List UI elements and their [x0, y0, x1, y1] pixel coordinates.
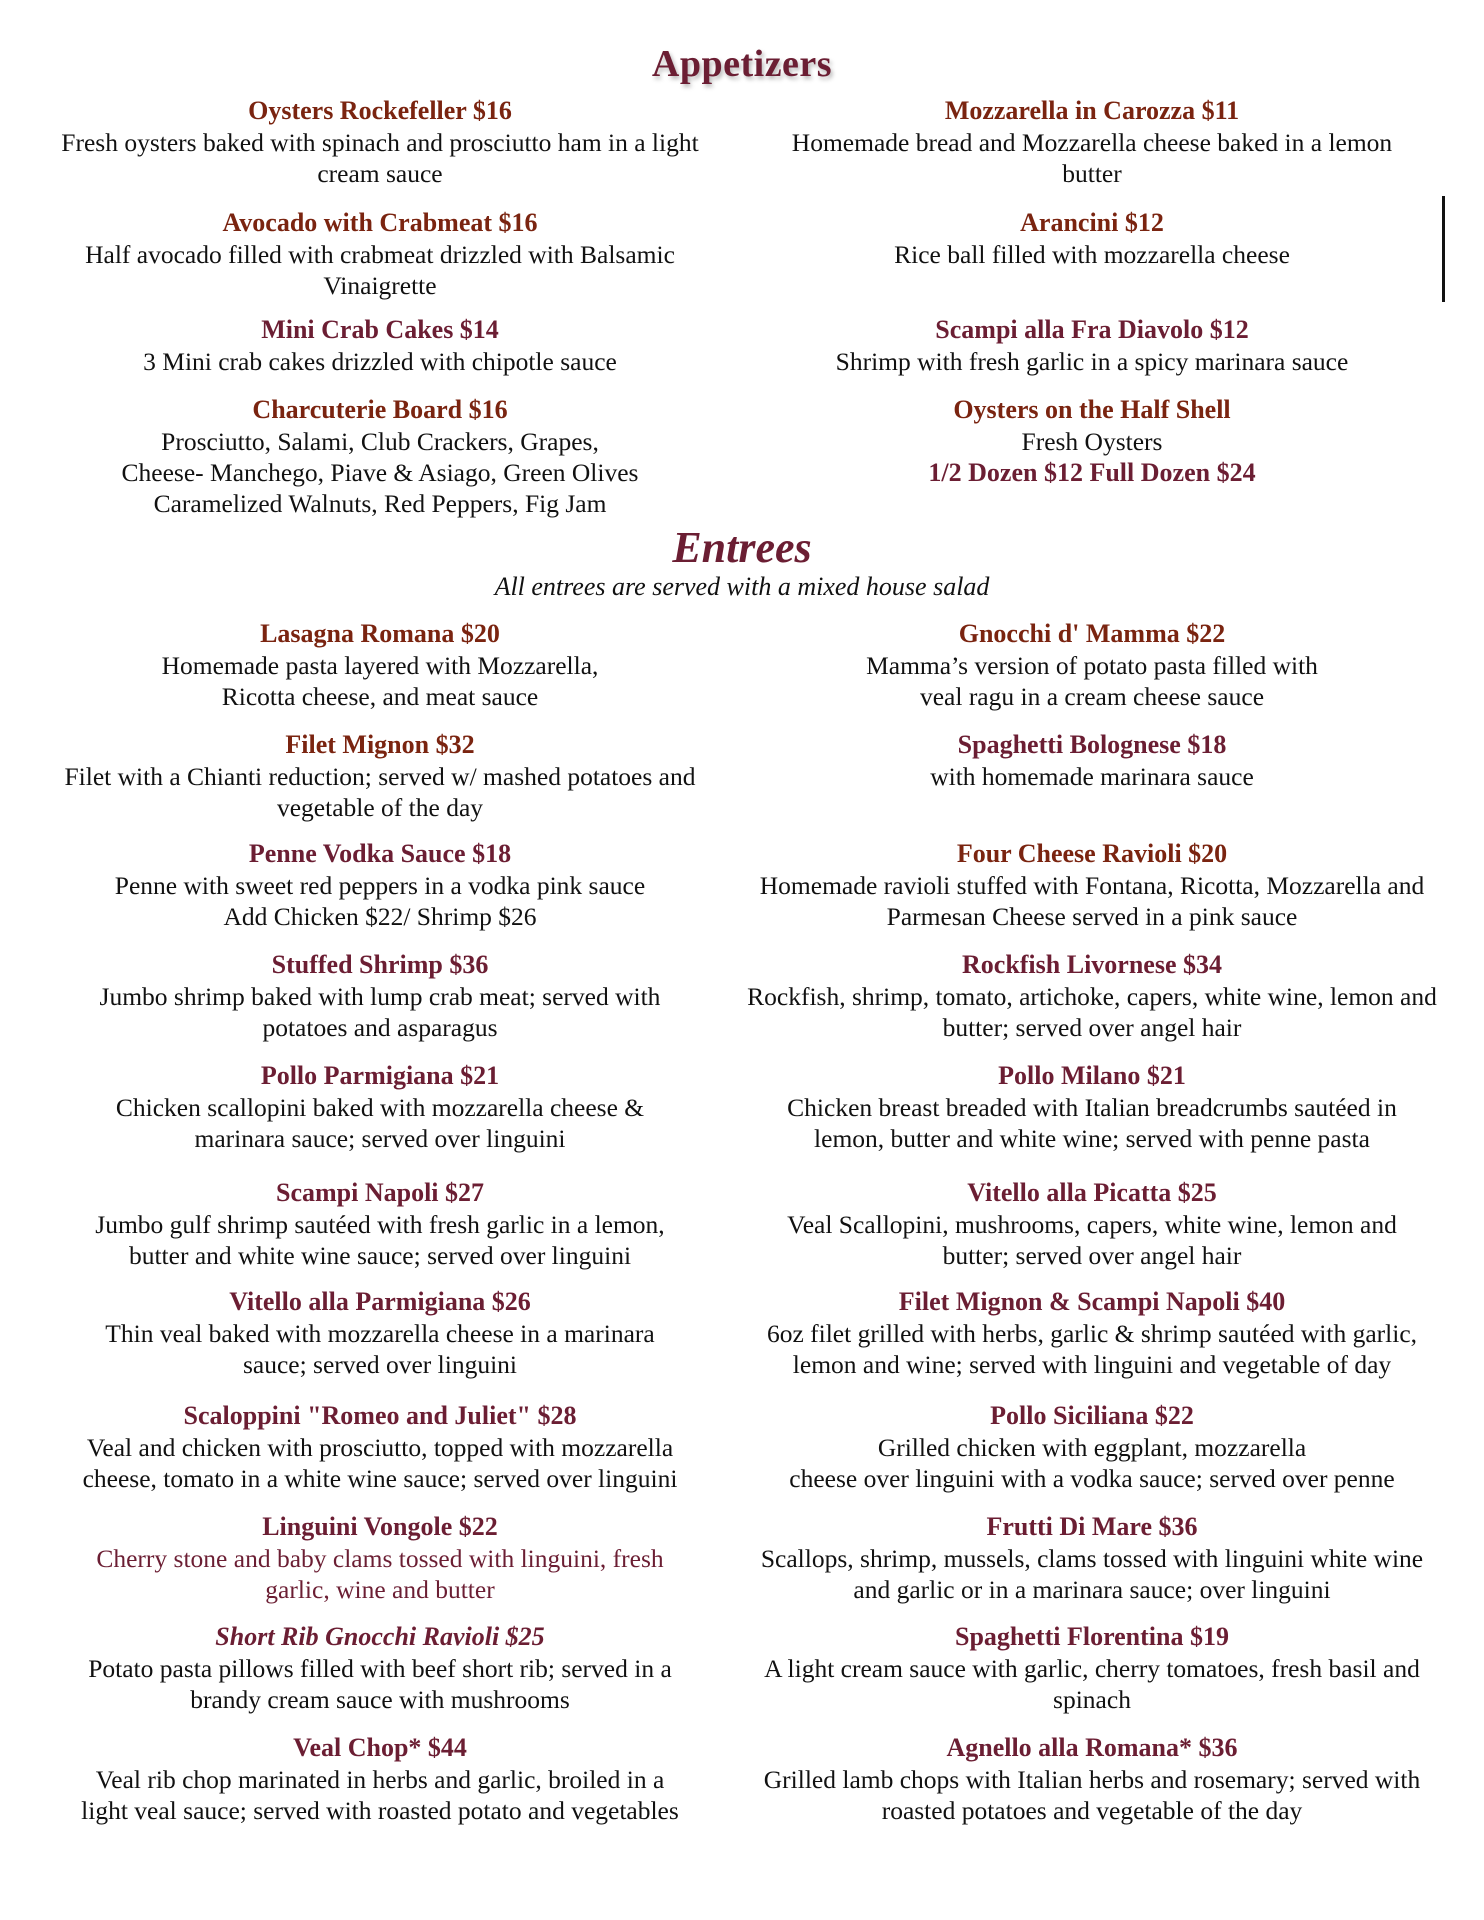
item-description: potatoes and asparagus — [262, 1013, 498, 1042]
item-description: Grilled lamb chops with Italian herbs and rosemary; served with — [763, 1765, 1421, 1794]
item-name: Veal Chop* $44 — [293, 1733, 467, 1762]
item-description: Fresh oysters baked with spinach and prosciutto ham in a light — [61, 128, 699, 157]
item-description: Thin veal baked with mozzarella cheese in a marinara — [105, 1319, 655, 1348]
item-name: Scampi Napoli $27 — [275, 1178, 485, 1207]
menu-item — [732, 1286, 1452, 1380]
item-description: Ricotta cheese, and meat sauce — [221, 682, 539, 711]
item-description: Chicken breast breaded with Italian breadcrumbs sautéed in — [787, 1093, 1397, 1122]
item-name: Mozzarella in Carozza $11 — [944, 96, 1240, 125]
item-name: Avocado with Crabmeat $16 — [222, 208, 538, 237]
item-name: Scaloppini "Romeo and Juliet" $28 — [183, 1401, 577, 1430]
item-description: cheese, tomato in a white wine sauce; served over linguini — [82, 1464, 678, 1493]
menu-item — [30, 1732, 730, 1826]
item-description: A light cream sauce with garlic, cherry tomatoes, fresh basil and — [764, 1654, 1420, 1683]
menu-item — [732, 1177, 1452, 1271]
item-description: veal ragu in a cream cheese sauce — [919, 682, 1265, 711]
entrees-heading: Entrees — [672, 523, 812, 572]
menu-item — [30, 1286, 730, 1380]
item-description: Mamma’s version of potato pasta filled with — [866, 651, 1318, 680]
item-description: Vinaigrette — [323, 271, 437, 300]
item-description: Parmesan Cheese served in a pink sauce — [886, 902, 1298, 931]
item-description: garlic, wine and butter — [265, 1575, 495, 1604]
menu-item — [732, 394, 1452, 489]
item-description: cheese over linguini with a vodka sauce; served over penne — [789, 1464, 1395, 1493]
item-description: Homemade bread and Mozzarella cheese baked in a lemon — [791, 128, 1393, 157]
item-description: Rice ball filled with mozzarella cheese — [894, 240, 1290, 269]
item-description: lemon, butter and white wine; served with penne pasta — [814, 1124, 1370, 1153]
item-description: brandy cream sauce with mushrooms — [190, 1685, 570, 1714]
item-name: Oysters Rockefeller $16 — [248, 96, 512, 125]
entrees-note: All entrees are served with a mixed house salad — [494, 572, 990, 601]
item-description: Potato pasta pillows filled with beef short rib; served in a — [88, 1654, 672, 1683]
menu-item — [30, 1511, 730, 1605]
menu-item — [30, 1400, 730, 1494]
item-description: vegetable of the day — [276, 793, 484, 822]
item-name: Scampi alla Fra Diavolo $12 — [935, 315, 1249, 344]
item-description: cream sauce — [317, 159, 443, 188]
item-description: with homemade marinara sauce — [930, 762, 1254, 791]
item-name: Vitello alla Picatta $25 — [967, 1178, 1217, 1207]
menu-item — [30, 95, 730, 189]
item-description: Veal and chicken with prosciutto, topped with mozzarella — [86, 1433, 674, 1462]
page-edge-bar — [1442, 196, 1445, 302]
item-description: Jumbo gulf shrimp sautéed with fresh garlic in a lemon, — [95, 1210, 665, 1239]
item-description: Homemade pasta layered with Mozzarella, — [161, 651, 599, 680]
appetizers-heading: Appetizers — [651, 43, 833, 85]
item-name: Pollo Siciliana $22 — [990, 1401, 1194, 1430]
item-description: Rockfish, shrimp, tomato, artichoke, capers, white wine, lemon and — [747, 982, 1437, 1011]
menu-item — [732, 1621, 1452, 1715]
item-name: Vitello alla Parmigiana $26 — [229, 1287, 531, 1316]
item-name: Oysters on the Half Shell — [953, 395, 1231, 424]
item-name: Short Rib Gnocchi Ravioli $25 — [215, 1622, 545, 1651]
item-description: marinara sauce; served over linguini — [194, 1124, 566, 1153]
item-description: light veal sauce; served with roasted potato and vegetables — [81, 1796, 679, 1825]
item-name: Spaghetti Bolognese $18 — [957, 730, 1227, 759]
item-name: Filet Mignon & Scampi Napoli $40 — [898, 1287, 1286, 1316]
menu-item — [732, 949, 1452, 1043]
menu-item — [30, 949, 730, 1043]
item-name: Four Cheese Ravioli $20 — [956, 839, 1228, 868]
menu-item — [30, 1060, 730, 1154]
menu-item — [30, 1177, 730, 1271]
menu-item — [30, 729, 730, 823]
item-name: Charcuterie Board $16 — [252, 395, 508, 424]
item-description: Jumbo shrimp baked with lump crab meat; served with — [99, 982, 661, 1011]
item-description: Prosciutto, Salami, Club Crackers, Grapes, — [161, 427, 599, 456]
menu-item — [732, 1060, 1452, 1154]
item-description: Cheese- Manchego, Piave & Asiago, Green Olives — [121, 458, 639, 487]
item-description: Veal Scallopini, mushrooms, capers, white wine, lemon and — [787, 1210, 1397, 1239]
menu-item — [30, 394, 730, 519]
menu-item — [732, 729, 1452, 792]
item-description: Half avocado filled with crabmeat drizzled with Balsamic — [85, 240, 675, 269]
item-description: lemon and wine; served with linguini and vegetable of day — [792, 1350, 1392, 1379]
item-name: Pollo Milano $21 — [998, 1061, 1186, 1090]
menu-item — [732, 95, 1452, 189]
item-description: Grilled chicken with eggplant, mozzarella — [877, 1433, 1307, 1462]
item-description: Homemade ravioli stuffed with Fontana, Ricotta, Mozzarella and — [759, 871, 1425, 900]
menu-item — [732, 838, 1452, 932]
item-name: Agnello alla Romana* $36 — [946, 1733, 1238, 1762]
item-description: 3 Mini crab cakes drizzled with chipotle sauce — [143, 347, 617, 376]
item-description: Penne with sweet red peppers in a vodka pink sauce — [114, 871, 646, 900]
item-description: spinach — [1053, 1685, 1131, 1714]
item-description: Cherry stone and baby clams tossed with linguini, fresh — [96, 1544, 664, 1573]
menu-item — [732, 1732, 1452, 1826]
menu-item — [732, 618, 1452, 712]
item-name: Spaghetti Florentina $19 — [955, 1622, 1229, 1651]
menu-item — [30, 1621, 730, 1715]
item-name: Lasagna Romana $20 — [260, 619, 500, 648]
item-name: Rockfish Livornese $34 — [962, 950, 1222, 979]
item-description: butter; served over angel hair — [942, 1013, 1242, 1042]
item-name: Mini Crab Cakes $14 — [261, 315, 499, 344]
item-description: Fresh Oysters — [1021, 427, 1163, 456]
menu-item — [30, 207, 730, 301]
menu-item — [30, 314, 730, 377]
item-description: Veal rib chop marinated in herbs and garlic, broiled in a — [95, 1765, 665, 1794]
menu-item — [732, 1511, 1452, 1605]
item-price-line: 1/2 Dozen $12 Full Dozen $24 — [928, 458, 1256, 487]
item-description: roasted potatoes and vegetable of the day — [881, 1796, 1303, 1825]
item-description: and garlic or in a marinara sauce; over linguini — [853, 1575, 1331, 1604]
item-name: Linguini Vongole $22 — [262, 1512, 498, 1541]
item-description: Scallops, shrimp, mussels, clams tossed with linguini white wine — [760, 1544, 1424, 1573]
menu-item — [732, 314, 1452, 377]
item-description: Filet with a Chianti reduction; served w/ mashed potatoes and — [64, 762, 696, 791]
item-description: butter; served over angel hair — [942, 1241, 1242, 1270]
menu-item — [30, 838, 730, 932]
item-name: Penne Vodka Sauce $18 — [248, 839, 512, 868]
item-description: butter — [1062, 159, 1122, 188]
menu-item — [30, 618, 730, 712]
item-name: Pollo Parmigiana $21 — [260, 1061, 500, 1090]
item-description: sauce; served over linguini — [242, 1350, 518, 1379]
item-name: Frutti Di Mare $36 — [986, 1512, 1198, 1541]
menu-item — [732, 1400, 1452, 1494]
item-description: Add Chicken $22/ Shrimp $26 — [223, 902, 537, 931]
item-description: Shrimp with fresh garlic in a spicy marinara sauce — [835, 347, 1349, 376]
item-description: Caramelized Walnuts, Red Peppers, Fig Jam — [153, 489, 607, 518]
menu-item — [732, 207, 1452, 270]
item-name: Filet Mignon $32 — [285, 730, 475, 759]
item-description: Chicken scallopini baked with mozzarella cheese & — [115, 1093, 645, 1122]
item-description: 6oz filet grilled with herbs, garlic & shrimp sautéed with garlic, — [766, 1319, 1418, 1348]
item-name: Stuffed Shrimp $36 — [271, 950, 489, 979]
item-name: Arancini $12 — [1020, 208, 1164, 237]
item-name: Gnocchi d' Mamma $22 — [958, 619, 1226, 648]
item-description: butter and white wine sauce; served over linguini — [128, 1241, 632, 1270]
